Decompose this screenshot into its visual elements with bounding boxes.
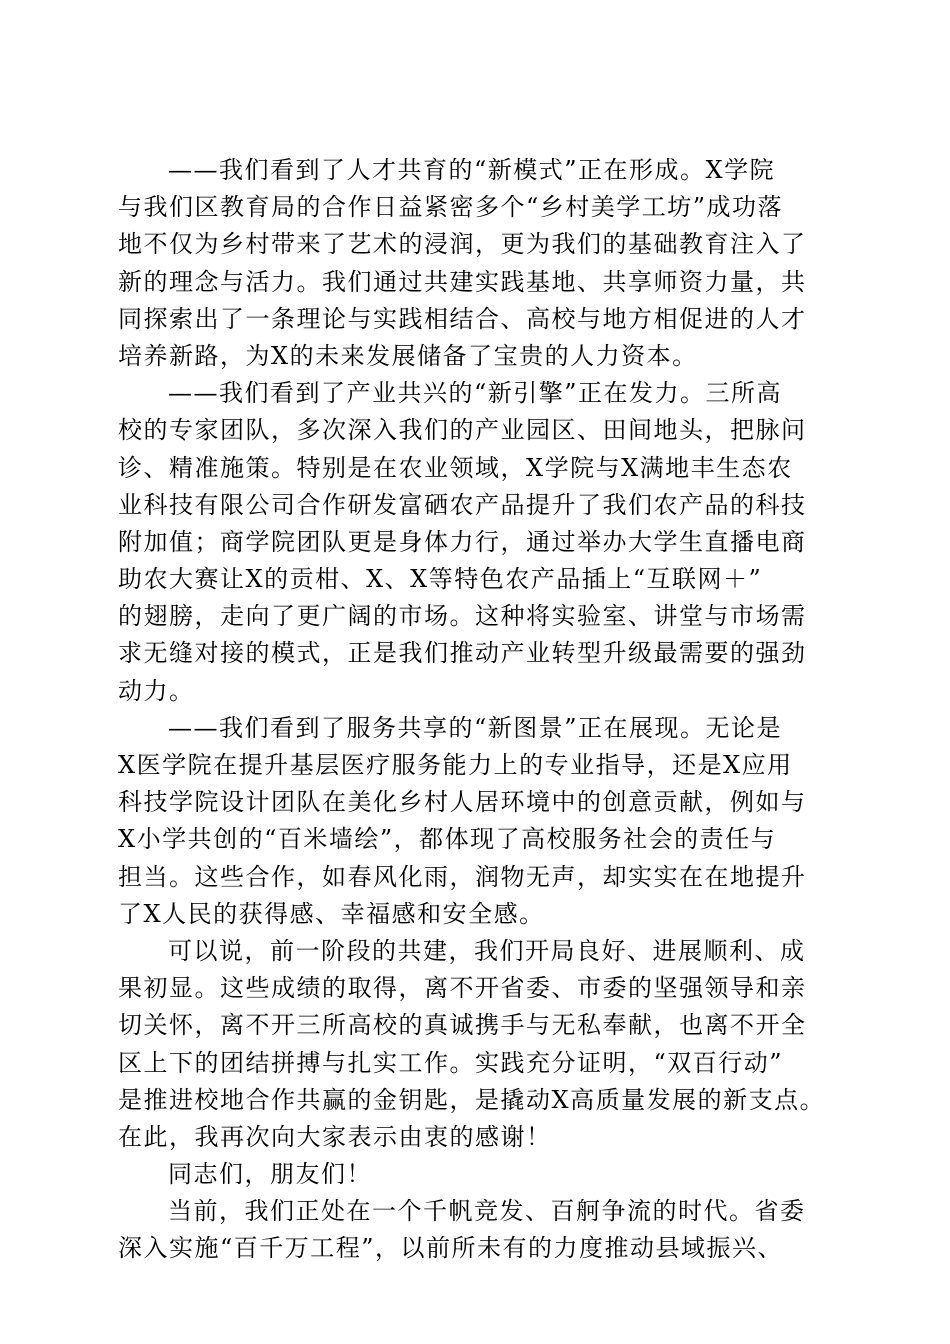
paragraph-first-line: 当前，我们正处在一个千帆竞发、百舸争流的时代。省委	[168, 1197, 806, 1226]
paragraph-line: X医学院在提升基层医疗服务能力上的专业指导，还是X应用	[118, 751, 793, 779]
paragraph-line: 是推进校地合作共赢的金钥匙，是撬动X高质量发展的新支点。	[118, 1085, 826, 1114]
paragraph-line: 了X人民的获得感、幸福感和安全感。	[118, 899, 545, 928]
paragraph-line: 区上下的团结拼搏与扎实工作。实践充分证明，“双百行动”	[118, 1048, 784, 1077]
paragraph-first-line: 同志们，朋友们！	[168, 1160, 372, 1189]
paragraph-line: 的翅膀，走向了更广阔的市场。这种将实验室、讲堂与市场需	[118, 602, 807, 631]
paragraph-line: 新的理念与活力。我们通过共建实践基地、共享师资力量，共	[118, 267, 807, 296]
paragraph-line: 诊、精准施策。特别是在农业领域，X学院与X满地丰生态农	[118, 453, 793, 482]
paragraph-line: 与我们区教育局的合作日益紧密多个“乡村美学工坊”成功落	[118, 193, 784, 222]
paragraph-line: 深入实施“百千万工程”，以前所未有的力度推动县域振兴、	[118, 1234, 784, 1263]
paragraph-line: 同探索出了一条理论与实践相结合、高校与地方相促进的人才	[118, 304, 807, 333]
paragraph-line: 动力。	[118, 676, 195, 705]
paragraph-line: 担当。这些合作，如春风化雨，润物无声，却实实在在地提升	[118, 862, 807, 891]
paragraph-line: 科技学院设计团队在美化乡村人居环境中的创意贡献，例如与	[118, 788, 807, 817]
document-body	[118, 152, 833, 1268]
paragraph-line: X小学共创的“百米墙绘”，都体现了高校服务社会的责任与	[118, 825, 777, 854]
paragraph-line: 求无缝对接的模式，正是我们推动产业转型升级最需要的强劲	[118, 639, 807, 668]
paragraph-line: 培养新路，为X的未来发展储备了宝贵的人力资本。	[118, 341, 698, 370]
paragraph-first-line: ——我们看到了服务共享的“新图景”正在展现。无论是	[168, 713, 783, 742]
paragraph-first-line: ——我们看到了人才共育的“新模式”正在形成。X学院	[168, 156, 776, 184]
paragraph-line: 果初显。这些成绩的取得，离不开省委、市委的坚强领导和亲	[118, 974, 807, 1003]
paragraph-line: 切关怀，离不开三所高校的真诚携手与无私奉献，也离不开全	[118, 1011, 807, 1040]
paragraph-line: 地不仅为乡村带来了艺术的浸润，更为我们的基础教育注入了	[118, 230, 807, 259]
paragraph-line: 在此，我再次向大家表示由衷的感谢！	[118, 1122, 552, 1151]
paragraph-line: 业科技有限公司合作研发富硒农产品提升了我们农产品的科技	[118, 490, 807, 519]
paragraph-first-line: ——我们看到了产业共兴的“新引擎”正在发力。三所高	[168, 379, 783, 408]
paragraph-line: 助农大赛让X的贡柑、X、X等特色农产品插上“互联网＋”	[118, 565, 763, 594]
paragraph-line: 附加值；商学院团队更是身体力行，通过举办大学生直播电商	[118, 527, 807, 556]
paragraph-line: 校的专家团队，多次深入我们的产业园区、田间地头，把脉问	[118, 416, 807, 445]
paragraph-first-line: 可以说，前一阶段的共建，我们开局良好、进展顺利、成	[168, 936, 806, 965]
